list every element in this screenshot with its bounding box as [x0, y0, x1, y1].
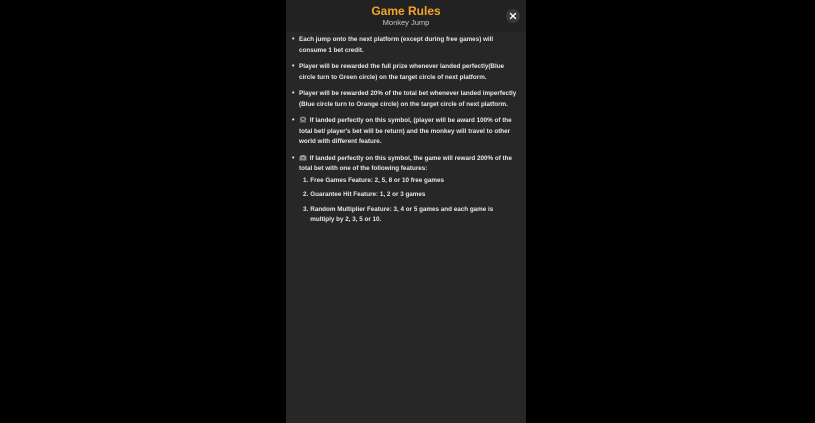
- rule-text: Player will be rewarded 20% of the total bet whenever landed imperfectly (Blue circle turn to Orange circle) on the target circle of next platform.: [299, 90, 517, 108]
- rule-item: [292, 116, 518, 148]
- close-button[interactable]: [506, 9, 520, 23]
- rule-item: [292, 62, 518, 83]
- spiral-portal-symbol-icon: [299, 116, 307, 123]
- feature-text: Guarantee Hit Feature: 1, 2 or 3 games: [310, 191, 426, 198]
- bullet: •: [292, 36, 295, 43]
- rule-text: If landed perfectly on this symbol, the game will reward 200% of the total bet with one of the following features:: [299, 154, 512, 172]
- rules-header: [286, 0, 526, 32]
- game-rules-panel: [286, 0, 526, 423]
- rule-item: [292, 35, 518, 56]
- feature-item: [303, 190, 518, 201]
- feature-number: 3.: [303, 205, 309, 213]
- bullet: •: [292, 63, 295, 70]
- bullet: •: [292, 90, 295, 97]
- game-name: Monkey Jump: [382, 18, 430, 27]
- feature-text: Random Multiplier Feature: 3, 4 or 5 games and each game is multiply by 2, 3, 5 or 10.: [310, 205, 494, 223]
- feature-number: 1.: [303, 176, 309, 184]
- feature-text: Free Games Feature: 2, 5, 8 or 10 free games: [310, 176, 444, 184]
- close-icon: [506, 9, 520, 23]
- bullet: •: [292, 154, 295, 162]
- feature-item: [303, 205, 518, 226]
- rule-item: [292, 89, 518, 110]
- rules-list: [286, 32, 526, 226]
- rule-text: Player will be rewarded the full prize whenever landed perfectly(Blue circle turn to Green circle) on the target circle of next platform.: [299, 63, 505, 81]
- feature-item: [303, 176, 518, 187]
- treasure-chest-symbol-icon: [299, 154, 307, 161]
- bullet: •: [292, 117, 295, 124]
- features-list: [299, 176, 518, 226]
- feature-number: 2.: [303, 191, 309, 198]
- rule-text: Each jump onto the next platform (except during free games) will consume 1 bet credit.: [299, 36, 494, 54]
- rule-text: If landed perfectly on this symbol, (player will be award 100% of the total bet/ player's bet will be return) and the monkey will travel to other world with different feature.: [299, 117, 512, 145]
- page-title: Game Rules: [371, 4, 441, 18]
- rule-item: [292, 154, 518, 226]
